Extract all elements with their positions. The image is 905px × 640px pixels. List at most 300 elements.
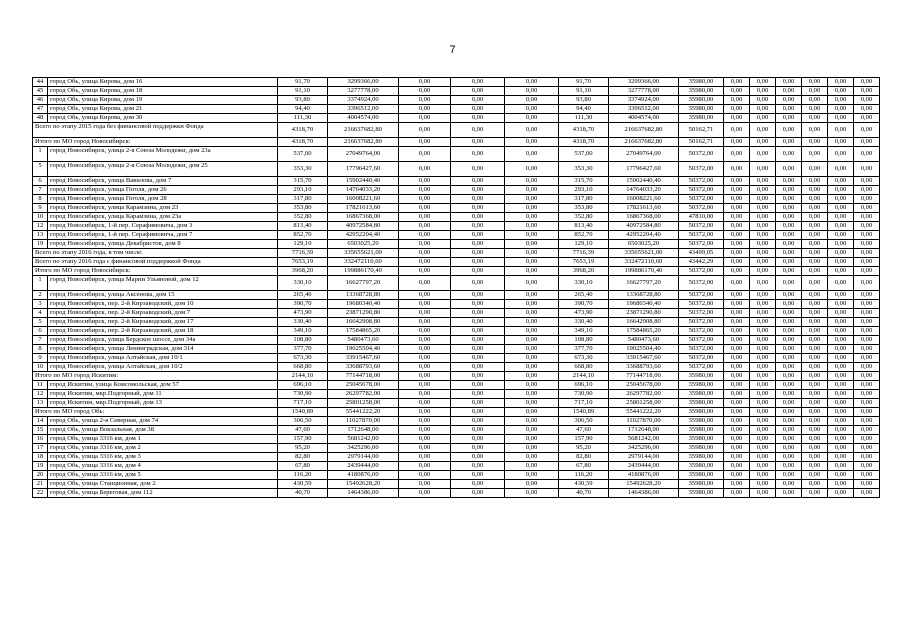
value-cell: 0,00: [750, 354, 776, 363]
value-cell: 0,00: [750, 318, 776, 327]
value-cell: 0,00: [451, 390, 505, 399]
value-cell: 0,00: [451, 399, 505, 408]
value-cell: 0,00: [802, 453, 828, 462]
value-cell: 47,60: [278, 426, 328, 435]
value-cell: 0,00: [451, 291, 505, 300]
value-cell: 3396512,00: [328, 105, 399, 114]
row-number: 13: [33, 231, 48, 240]
value-cell: 91,10: [559, 87, 609, 96]
value-cell: 0,00: [802, 114, 828, 123]
value-cell: 0,00: [828, 291, 854, 300]
value-cell: 0,00: [802, 195, 828, 204]
value-cell: 33915467,60: [609, 354, 679, 363]
row-number: 1: [33, 147, 48, 162]
value-cell: 40,70: [559, 489, 609, 498]
value-cell: 0,00: [750, 327, 776, 336]
value-cell: 0,00: [750, 309, 776, 318]
value-cell: 0,00: [750, 300, 776, 309]
value-cell: 0,00: [505, 195, 559, 204]
value-cell: 0,00: [776, 462, 802, 471]
value-cell: 19680340,40: [609, 300, 679, 309]
value-cell: 0,00: [724, 390, 750, 399]
value-cell: 0,00: [802, 177, 828, 186]
value-cell: 67,80: [559, 462, 609, 471]
value-cell: 0,00: [724, 177, 750, 186]
value-cell: 0,00: [776, 162, 802, 177]
address-cell: город Новосибирск, улица Ленинградская, дом 314: [48, 345, 278, 354]
value-cell: 0,00: [776, 399, 802, 408]
value-cell: 0,00: [451, 435, 505, 444]
value-cell: 0,00: [776, 96, 802, 105]
value-cell: 0,00: [399, 471, 451, 480]
value-cell: 50372,00: [679, 327, 724, 336]
value-cell: 0,00: [724, 363, 750, 372]
value-cell: 0,00: [776, 363, 802, 372]
value-cell: 349,10: [278, 327, 328, 336]
value-cell: 0,00: [776, 114, 802, 123]
value-cell: 537,00: [278, 147, 328, 162]
value-cell: 0,00: [451, 354, 505, 363]
value-cell: 19025504,40: [609, 345, 679, 354]
value-cell: 0,00: [776, 327, 802, 336]
value-cell: 0,00: [750, 222, 776, 231]
value-cell: 0,00: [854, 78, 880, 87]
value-cell: 0,00: [802, 390, 828, 399]
value-cell: 0,00: [802, 354, 828, 363]
value-cell: 5681242,00: [609, 435, 679, 444]
row-number: 19: [33, 462, 48, 471]
value-cell: 16867368,00: [609, 213, 679, 222]
value-cell: 0,00: [724, 372, 750, 381]
value-cell: 0,00: [724, 426, 750, 435]
resettlement-table: [32, 77, 880, 498]
value-cell: 0,00: [505, 345, 559, 354]
value-cell: 5480473,60: [328, 336, 399, 345]
value-cell: 0,00: [750, 267, 776, 276]
value-cell: 0,00: [776, 417, 802, 426]
value-cell: 0,00: [802, 105, 828, 114]
value-cell: 0,00: [750, 96, 776, 105]
value-cell: 93,80: [559, 96, 609, 105]
value-cell: 0,00: [776, 372, 802, 381]
address-cell: город Искитим, мкр.Подгорный, дом 11: [48, 390, 278, 399]
value-cell: 0,00: [776, 231, 802, 240]
value-cell: 0,00: [724, 96, 750, 105]
value-cell: 35980,00: [679, 105, 724, 114]
value-cell: 0,00: [451, 318, 505, 327]
value-cell: 0,00: [451, 204, 505, 213]
value-cell: 35980,00: [679, 417, 724, 426]
value-cell: 0,00: [724, 222, 750, 231]
value-cell: 0,00: [505, 186, 559, 195]
table-row: [33, 87, 880, 96]
value-cell: 0,00: [750, 426, 776, 435]
value-cell: 0,00: [451, 336, 505, 345]
value-cell: 77144718,00: [328, 372, 399, 381]
row-number: 45: [33, 87, 48, 96]
value-cell: 0,00: [505, 426, 559, 435]
summary-label: Всего по этапу 2015 года без финансовой поддержки Фонда: [33, 123, 278, 138]
value-cell: 2144,10: [559, 372, 609, 381]
value-cell: 0,00: [828, 204, 854, 213]
value-cell: 0,00: [724, 240, 750, 249]
value-cell: 0,00: [828, 444, 854, 453]
value-cell: 306,50: [559, 417, 609, 426]
value-cell: 0,00: [451, 240, 505, 249]
value-cell: 265,40: [559, 291, 609, 300]
summary-row: [33, 138, 880, 147]
value-cell: 353,80: [278, 204, 328, 213]
value-cell: 5480473,60: [609, 336, 679, 345]
value-cell: 0,00: [854, 354, 880, 363]
value-cell: 15902440,40: [609, 177, 679, 186]
value-cell: 0,00: [776, 87, 802, 96]
value-cell: 0,00: [451, 105, 505, 114]
value-cell: 390,70: [559, 300, 609, 309]
value-cell: 0,00: [399, 327, 451, 336]
value-cell: 0,00: [828, 231, 854, 240]
value-cell: 116,20: [559, 471, 609, 480]
value-cell: 77144718,00: [609, 372, 679, 381]
value-cell: 0,00: [399, 114, 451, 123]
value-cell: 730,90: [278, 390, 328, 399]
value-cell: 16867368,00: [328, 213, 399, 222]
value-cell: 0,00: [399, 186, 451, 195]
value-cell: 0,00: [776, 204, 802, 213]
value-cell: 330,10: [559, 276, 609, 291]
value-cell: 35980,00: [679, 489, 724, 498]
value-cell: 813,40: [278, 222, 328, 231]
value-cell: 0,00: [854, 453, 880, 462]
value-cell: 0,00: [750, 123, 776, 138]
table-row: [33, 204, 880, 213]
value-cell: 0,00: [750, 147, 776, 162]
value-cell: 0,00: [776, 138, 802, 147]
value-cell: 0,00: [854, 222, 880, 231]
value-cell: 216637682,80: [328, 138, 399, 147]
value-cell: 0,00: [505, 204, 559, 213]
value-cell: 0,00: [802, 186, 828, 195]
value-cell: 4318,70: [559, 138, 609, 147]
address-cell: город Новосибирск, пер. 2-й Кирзаводский, дом 10: [48, 300, 278, 309]
value-cell: 0,00: [802, 78, 828, 87]
value-cell: 0,00: [828, 390, 854, 399]
value-cell: 0,00: [776, 78, 802, 87]
value-cell: 0,00: [505, 363, 559, 372]
value-cell: 0,00: [828, 222, 854, 231]
value-cell: 94,40: [278, 105, 328, 114]
value-cell: 0,00: [854, 96, 880, 105]
value-cell: 0,00: [724, 399, 750, 408]
value-cell: 0,00: [854, 240, 880, 249]
value-cell: 6503025,20: [609, 240, 679, 249]
value-cell: 0,00: [505, 435, 559, 444]
value-cell: 35980,00: [679, 435, 724, 444]
value-cell: 0,00: [802, 318, 828, 327]
value-cell: 0,00: [828, 249, 854, 258]
value-cell: 16642908,80: [609, 318, 679, 327]
value-cell: 0,00: [750, 276, 776, 291]
value-cell: 0,00: [828, 435, 854, 444]
value-cell: 0,00: [724, 489, 750, 498]
value-cell: 0,00: [451, 177, 505, 186]
value-cell: 0,00: [451, 345, 505, 354]
value-cell: 0,00: [399, 177, 451, 186]
value-cell: 0,00: [854, 309, 880, 318]
value-cell: 0,00: [828, 426, 854, 435]
value-cell: 0,00: [854, 471, 880, 480]
value-cell: 332472110,60: [328, 258, 399, 267]
value-cell: 4318,70: [278, 123, 328, 138]
value-cell: 0,00: [451, 78, 505, 87]
value-cell: 4004574,00: [609, 114, 679, 123]
summary-label: Всего по этапу 2016 года с финансовой поддержкой Фонда: [33, 258, 278, 267]
value-cell: 0,00: [802, 426, 828, 435]
value-cell: 0,00: [802, 345, 828, 354]
value-cell: 0,00: [399, 462, 451, 471]
value-cell: 0,00: [399, 417, 451, 426]
value-cell: 0,00: [724, 186, 750, 195]
value-cell: 95,20: [278, 444, 328, 453]
value-cell: 2439444,00: [328, 462, 399, 471]
value-cell: 0,00: [724, 231, 750, 240]
row-number: 20: [33, 471, 48, 480]
value-cell: 0,00: [776, 186, 802, 195]
address-cell: город Новосибирск, улица Марии Ульяновой, дом 12: [48, 276, 278, 291]
row-number: 21: [33, 480, 48, 489]
table-row: [33, 162, 880, 177]
table-row: [33, 291, 880, 300]
value-cell: 4180876,00: [609, 471, 679, 480]
value-cell: 50372,00: [679, 318, 724, 327]
row-number: 2: [33, 291, 48, 300]
value-cell: 0,00: [828, 177, 854, 186]
value-cell: 0,00: [399, 300, 451, 309]
value-cell: 50162,71: [679, 123, 724, 138]
value-cell: 0,00: [802, 240, 828, 249]
value-cell: 0,00: [399, 489, 451, 498]
value-cell: 7716,39: [278, 249, 328, 258]
value-cell: 317,80: [278, 195, 328, 204]
value-cell: 35980,00: [679, 408, 724, 417]
value-cell: 0,00: [724, 249, 750, 258]
value-cell: 35980,00: [679, 399, 724, 408]
value-cell: 1464386,00: [609, 489, 679, 498]
address-cell: город Новосибирск, улица Гоголя, дом 28: [48, 195, 278, 204]
value-cell: 0,00: [828, 96, 854, 105]
value-cell: 673,30: [559, 354, 609, 363]
value-cell: 0,00: [505, 291, 559, 300]
summary-label: Итого по МО город Обь:: [33, 408, 278, 417]
value-cell: 11027870,00: [609, 417, 679, 426]
value-cell: 0,00: [505, 78, 559, 87]
value-cell: 330,40: [278, 318, 328, 327]
row-number: 3: [33, 300, 48, 309]
value-cell: 0,00: [750, 345, 776, 354]
table-row: [33, 345, 880, 354]
value-cell: 0,00: [750, 417, 776, 426]
value-cell: 47,60: [559, 426, 609, 435]
value-cell: 852,70: [559, 231, 609, 240]
value-cell: 0,00: [750, 249, 776, 258]
value-cell: 50372,00: [679, 222, 724, 231]
value-cell: 0,00: [724, 300, 750, 309]
value-cell: 315,70: [559, 177, 609, 186]
value-cell: 0,00: [750, 162, 776, 177]
value-cell: 3299366,00: [609, 78, 679, 87]
value-cell: 0,00: [505, 258, 559, 267]
value-cell: 0,00: [451, 162, 505, 177]
value-cell: 0,00: [750, 231, 776, 240]
value-cell: 0,00: [724, 138, 750, 147]
table-row: [33, 276, 880, 291]
value-cell: 40972584,80: [328, 222, 399, 231]
value-cell: 0,00: [828, 453, 854, 462]
summary-row: [33, 258, 880, 267]
value-cell: 0,00: [724, 462, 750, 471]
value-cell: 0,00: [828, 462, 854, 471]
value-cell: 111,30: [278, 114, 328, 123]
value-cell: 0,00: [854, 408, 880, 417]
value-cell: 0,00: [724, 354, 750, 363]
value-cell: 0,00: [399, 138, 451, 147]
value-cell: 2144,10: [278, 372, 328, 381]
value-cell: 430,59: [278, 480, 328, 489]
value-cell: 16008221,60: [609, 195, 679, 204]
value-cell: 0,00: [828, 267, 854, 276]
value-cell: 0,00: [399, 123, 451, 138]
value-cell: 0,00: [724, 78, 750, 87]
value-cell: 0,00: [505, 177, 559, 186]
value-cell: 0,00: [776, 336, 802, 345]
value-cell: 0,00: [802, 204, 828, 213]
value-cell: 1540,89: [559, 408, 609, 417]
value-cell: 0,00: [854, 372, 880, 381]
value-cell: 0,00: [451, 267, 505, 276]
row-number: 12: [33, 222, 48, 231]
value-cell: 349,10: [559, 327, 609, 336]
value-cell: 0,00: [724, 114, 750, 123]
value-cell: 0,00: [399, 147, 451, 162]
summary-label: Всего по этапу 2016 года, в том числе:: [33, 249, 278, 258]
value-cell: 315,70: [278, 177, 328, 186]
value-cell: 27049764,00: [328, 147, 399, 162]
value-cell: 108,80: [559, 336, 609, 345]
value-cell: 0,00: [724, 105, 750, 114]
value-cell: 0,00: [802, 417, 828, 426]
value-cell: 0,00: [802, 309, 828, 318]
table-row: [33, 186, 880, 195]
value-cell: 317,80: [559, 195, 609, 204]
value-cell: 11027870,00: [328, 417, 399, 426]
value-cell: 0,00: [505, 318, 559, 327]
value-cell: 17584865,20: [328, 327, 399, 336]
value-cell: 0,00: [776, 213, 802, 222]
value-cell: 0,00: [776, 177, 802, 186]
table-row: [33, 300, 880, 309]
summary-row: [33, 408, 880, 417]
summary-row: [33, 372, 880, 381]
value-cell: 0,00: [776, 240, 802, 249]
address-cell: город Новосибирск, улица Вавилова, дом 7: [48, 177, 278, 186]
value-cell: 16642908,80: [328, 318, 399, 327]
value-cell: 306,50: [278, 417, 328, 426]
value-cell: 19025504,40: [328, 345, 399, 354]
value-cell: 0,00: [505, 96, 559, 105]
value-cell: 108,80: [278, 336, 328, 345]
value-cell: 0,00: [724, 345, 750, 354]
value-cell: 0,00: [724, 453, 750, 462]
value-cell: 23871290,80: [609, 309, 679, 318]
value-cell: 0,00: [854, 480, 880, 489]
value-cell: 0,00: [750, 78, 776, 87]
value-cell: 0,00: [505, 372, 559, 381]
value-cell: 0,00: [399, 309, 451, 318]
value-cell: 0,00: [828, 105, 854, 114]
value-cell: 17821613,60: [328, 204, 399, 213]
page-number: 7: [449, 44, 456, 56]
value-cell: 0,00: [802, 231, 828, 240]
value-cell: 35980,00: [679, 426, 724, 435]
table-row: [33, 390, 880, 399]
value-cell: 0,00: [399, 390, 451, 399]
value-cell: 0,00: [854, 291, 880, 300]
value-cell: 353,30: [278, 162, 328, 177]
value-cell: 0,00: [399, 372, 451, 381]
value-cell: 0,00: [399, 195, 451, 204]
value-cell: 293,10: [278, 186, 328, 195]
value-cell: 0,00: [399, 381, 451, 390]
value-cell: 0,00: [399, 318, 451, 327]
row-number: 6: [33, 327, 48, 336]
value-cell: 0,00: [828, 408, 854, 417]
value-cell: 0,00: [828, 258, 854, 267]
value-cell: 353,80: [559, 204, 609, 213]
value-cell: 42952204,40: [328, 231, 399, 240]
value-cell: 0,00: [724, 444, 750, 453]
table-row: [33, 354, 880, 363]
table-row: [33, 147, 880, 162]
value-cell: 3374924,00: [609, 96, 679, 105]
value-cell: 35980,00: [679, 96, 724, 105]
value-cell: 3425296,00: [328, 444, 399, 453]
value-cell: 0,00: [399, 240, 451, 249]
address-cell: город Обь, улица Кирова, дом 30: [48, 114, 278, 123]
table-row: [33, 213, 880, 222]
value-cell: 0,00: [828, 138, 854, 147]
row-number: 18: [33, 453, 48, 462]
row-number: 44: [33, 78, 48, 87]
value-cell: 0,00: [854, 147, 880, 162]
value-cell: 265,40: [278, 291, 328, 300]
value-cell: 0,00: [750, 213, 776, 222]
value-cell: 4004574,00: [328, 114, 399, 123]
value-cell: 0,00: [854, 276, 880, 291]
value-cell: 0,00: [505, 123, 559, 138]
value-cell: 0,00: [750, 444, 776, 453]
value-cell: 0,00: [399, 480, 451, 489]
value-cell: 0,00: [505, 354, 559, 363]
value-cell: 0,00: [451, 489, 505, 498]
value-cell: 25801258,00: [328, 399, 399, 408]
row-number: 13: [33, 399, 48, 408]
value-cell: 0,00: [802, 435, 828, 444]
value-cell: 0,00: [724, 267, 750, 276]
value-cell: 27049764,00: [609, 147, 679, 162]
value-cell: 0,00: [802, 372, 828, 381]
address-cell: город Обь, улица 3316 км, дом 2: [48, 444, 278, 453]
address-cell: город Обь, улица 3316 км, дом 1: [48, 435, 278, 444]
